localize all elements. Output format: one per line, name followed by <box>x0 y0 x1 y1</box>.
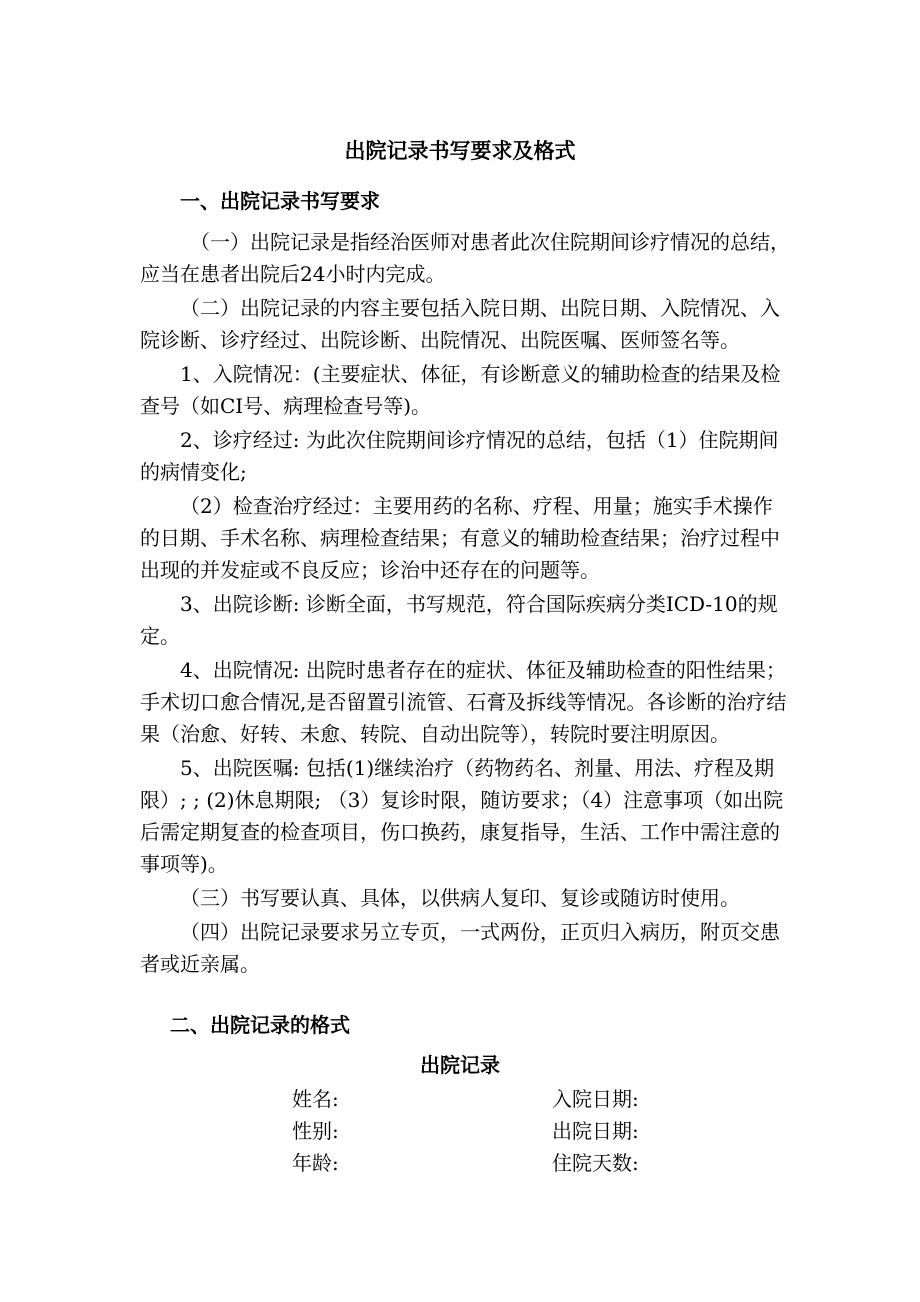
document-title: 出院记录书写要求及格式 <box>344 138 576 163</box>
requirements-body <box>140 226 790 982</box>
stay-days-label: 住院天数: <box>552 1151 639 1175</box>
paragraph-10: （四）出院记录要求另立专页，一式两份，正页归入病历，附页交患者或近亲属。 <box>140 920 780 976</box>
admission-date-label: 入院日期: <box>552 1087 639 1111</box>
paragraph-3: 1、入院情况：(主要症状、体征，有诊断意义的辅助检查的结果及检查号（如CI号、病理检查号等)。 <box>140 362 781 418</box>
paragraph-5: （2）检查治疗经过：主要用药的名称、疗程、用量；施实手术操作的日期、手术名称、病理检查结果；有意义的辅助检查结果；治疗过程中出现的并发症或不良反应；诊治中还存在的问题等。 <box>140 494 780 582</box>
age-label: 年龄: <box>292 1151 339 1175</box>
paragraph-1: （一）出院记录是指经治医师对患者此次住院期间诊疗情况的总结，应当在患者出院后24小时内完成。 <box>140 230 790 286</box>
paragraph-8: 5、出院医嘱: 包括(1)继续治疗（药物药名、剂量、用法、疗程及期限）; ; (2)休息期限; （3）复诊时限，随访要求；（4）注意事项（如出院后需定期复查的检查项目，伤口换药，康复指导，生活、工作中需注意的事项等)。 <box>140 756 784 876</box>
section-heading-format: 二、出院记录的格式 <box>170 1013 350 1037</box>
discharge-date-label: 出院日期: <box>552 1119 639 1143</box>
name-label: 姓名: <box>292 1087 339 1111</box>
paragraph-4: 2、诊疗经过: 为此次住院期间诊疗情况的总结，包括（1）住院期间的病情变化; <box>140 428 779 484</box>
paragraph-6: 3、出院诊断: 诊断全面，书写规范，符合国际疾病分类ICD-10的规定。 <box>140 592 778 648</box>
form-title: 出院记录 <box>420 1053 500 1077</box>
paragraph-9: （三）书写要认真、具体，以供病人复印、复诊或随访时使用。 <box>180 886 740 910</box>
gender-label: 性别: <box>292 1119 339 1143</box>
paragraph-7: 4、出院情况: 出院时患者存在的症状、体征及辅助检查的阳性结果；手术切口愈合情况,是否留置引流管、石膏及拆线等情况。各诊断的治疗结果（治愈、好转、未愈、转院、自动出院等），转院时要注明原因。 <box>140 658 787 746</box>
paragraph-2: （二）出院记录的内容主要包括入院日期、出院日期、入院情况、入院诊断、诊疗经过、出院诊断、出院情况、出院医嘱、医师签名等。 <box>140 296 780 352</box>
section-heading-requirements: 一、出院记录书写要求 <box>180 189 380 213</box>
